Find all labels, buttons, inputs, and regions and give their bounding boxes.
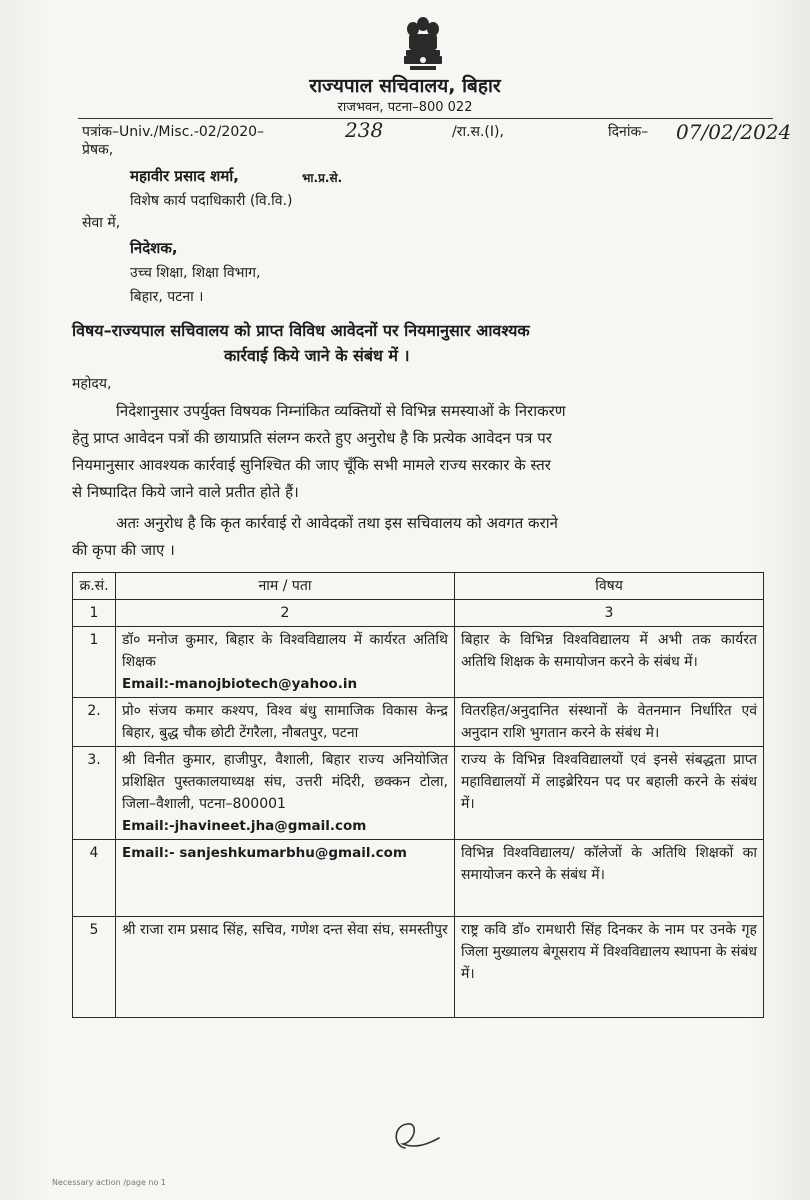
applications-table — [72, 572, 764, 1018]
table-row — [73, 840, 764, 917]
table-row — [73, 627, 764, 698]
header-serial: क्र.सं. — [73, 573, 116, 600]
table-row — [73, 917, 764, 1018]
subject-line1: विषय–राज्यपाल सचिवालय को प्राप्त विविध आवेदनों पर नियमानुसार आवश्यक — [72, 321, 530, 340]
para1-line4: से निष्पादित किये जाने वाले प्रतीत होते हैं। — [72, 483, 299, 501]
row-name: श्री राजा राम प्रसाद सिंह, सचिव, गणेश दन्त सेवा संघ, समस्तीपुर — [116, 917, 455, 1018]
table-header-row — [73, 573, 764, 600]
para1-line1: निदेशानुसार उपर्युक्त विषयक निम्नांकित व्यक्तियों से विभिन्न समस्याओं के निराकरण — [116, 402, 566, 420]
reference-suffix: /रा.स.(I), — [452, 124, 504, 140]
para1-line3: नियमानुसार आवश्यक कार्रवाई सुनिश्चित की जाए चूँकि सभी मामले राज्य सरकार के स्तर — [72, 456, 551, 474]
row-name-text: डॉ० मनोज कुमार, बिहार के विश्वविद्यालय में कार्यरत अतिथि शिक्षक — [122, 632, 448, 670]
para2-line2: की कृपा की जाए । — [72, 541, 175, 559]
recipient-line1: उच्च शिक्षा, शिक्षा विभाग, — [130, 265, 261, 281]
sender-label: प्रेषक, — [82, 142, 114, 158]
salutation: महोदय, — [72, 376, 112, 392]
sender-name: महावीर प्रसाद शर्मा, — [130, 167, 239, 185]
row-serial: 2. — [73, 698, 116, 747]
para1-line2: हेतु प्राप्त आवेदन पत्रों की छायाप्रति संलग्न करते हुए अनुरोध है कि प्रत्येक आवेदन पत्र पर — [72, 429, 552, 447]
header-rule — [78, 118, 773, 119]
row-name-text: श्री विनीत कुमार, हाजीपुर, वैशाली, बिहार राज्य अनियोजित प्रशिक्षित पुस्तकालयाध्यक्ष संघ, उत्तरी मंदिरी, छक्कन टोला, जिला–वैशाली, पटना–800001 — [122, 752, 448, 812]
footer-note: Necessary action /page no 1 — [52, 1178, 167, 1187]
row-serial: 3. — [73, 747, 116, 840]
row-serial: 4 — [73, 840, 116, 917]
body-paragraph-1 — [72, 398, 764, 506]
handwritten-letter-number: 238 — [345, 118, 384, 142]
signature-scribble-icon — [385, 1118, 445, 1158]
subject-line2: कार्रवाई किये जाने के संबंध में । — [224, 346, 410, 365]
sender-designation: विशेष कार्य पदाधिकारी (वि.वि.) — [130, 193, 293, 209]
row-name — [116, 840, 455, 917]
header-subject: विषय — [455, 573, 764, 600]
colnum-2: 2 — [116, 600, 455, 627]
office-address: राजभवन, पटना–800 022 — [337, 100, 473, 115]
row-name — [116, 747, 455, 840]
row-email: Email:- sanjeshkumarbhu@gmail.com — [122, 845, 407, 861]
recipient-title: निदेशक, — [130, 239, 178, 257]
colnum-1: 1 — [73, 600, 116, 627]
ashoka-emblem-icon — [400, 14, 446, 72]
colnum-3: 3 — [455, 600, 764, 627]
handwritten-date: 07/02/2024 — [676, 120, 792, 144]
body-paragraph-2 — [72, 510, 764, 564]
table-row — [73, 747, 764, 840]
row-subject: राष्ट्र कवि डॉ० रामधारी सिंह दिनकर के नाम पर उनके गृह जिला मुख्यालय बेगूसराय में विश्वविद्यालय स्थापना के संबंध में। — [455, 917, 764, 1018]
reference-number: पत्रांक–Univ./Misc.-02/2020– — [82, 124, 265, 140]
header-name-address: नाम / पता — [116, 573, 455, 600]
row-name — [116, 627, 455, 698]
row-email: Email:-jhavineet.jha@gmail.com — [122, 818, 367, 834]
row-serial: 1 — [73, 627, 116, 698]
row-email: Email:-manojbiotech@yahoo.in — [122, 676, 358, 692]
table-row — [73, 698, 764, 747]
subject-line — [72, 318, 764, 368]
row-subject: राज्य के विभिन्न विश्वविद्यालयों एवं इनसे संबद्धता प्राप्त महाविद्यालयों में लाइब्रेरियन पद पर बहाली करने के संबंध में। — [455, 747, 764, 840]
row-subject: बिहार के विभिन्न विश्वविद्यालय में अभी तक कार्यरत अतिथि शिक्षक के समायोजन करने के संबंध में। — [455, 627, 764, 698]
date-label: दिनांक– — [608, 124, 649, 140]
row-subject: वितरहित/अनुदानित संस्थानों के वेतनमान निर्धारित एवं अनुदान राशि भुगतान करने के संबंध मे। — [455, 698, 764, 747]
table-colnum-row — [73, 600, 764, 627]
row-name: प्रो० संजय कमार कश्यप, विश्व बंधु सामाजिक विकास केन्द्र बिहार, बुद्ध चौक छोटी टेंगरैला, नौबतपुर, पटना — [116, 698, 455, 747]
sender-service: भा.प्र.से. — [302, 171, 343, 185]
para2-line1: अतः अनुरोध है कि कृत कार्रवाई रो आवेदकों तथा इस सचिवालय को अवगत कराने — [116, 514, 558, 532]
recipient-label: सेवा में, — [82, 215, 121, 231]
recipient-line2: बिहार, पटना । — [130, 289, 204, 305]
row-subject: विभिन्न विश्वविद्यालय/ कॉलेजों के अतिथि शिक्षकों का समायोजन करने के संबंध में। — [455, 840, 764, 917]
office-name: राज्यपाल सचिवालय, बिहार — [309, 75, 501, 97]
row-serial: 5 — [73, 917, 116, 1018]
